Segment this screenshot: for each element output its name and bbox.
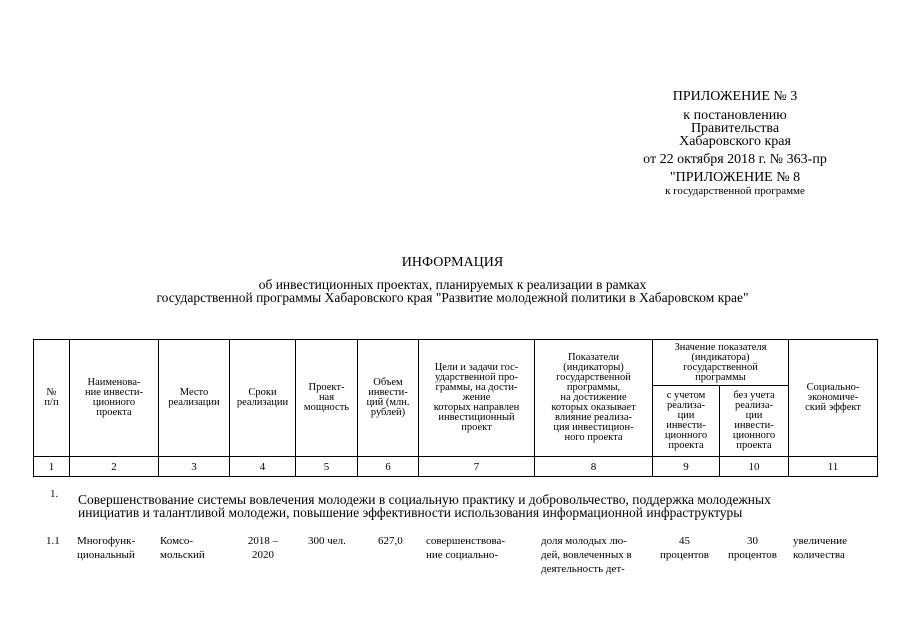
subtitle-line: государственной программы Хабаровского края "Развитие молодежной политики в Хабаровском крае" bbox=[156, 290, 749, 305]
header-text: проекта bbox=[96, 407, 132, 418]
to-program-line: к государственной программе bbox=[665, 185, 805, 197]
header-text: Показатели bbox=[567, 352, 620, 363]
header-text: проект bbox=[461, 422, 492, 433]
header-line: Правительства bbox=[690, 121, 780, 136]
header-text: инвести- bbox=[734, 420, 774, 431]
header-text: Место bbox=[179, 387, 209, 398]
col-header-place bbox=[159, 340, 230, 457]
header-text: программы bbox=[695, 371, 746, 383]
row-goals-cell bbox=[426, 534, 505, 562]
cell-line: 2020 bbox=[252, 549, 274, 561]
approval-block bbox=[620, 90, 850, 198]
cell-line: 45 bbox=[679, 535, 690, 547]
cell-line: совершенствова- bbox=[426, 535, 506, 547]
col-header-capacity bbox=[296, 340, 358, 457]
row-place-cell bbox=[160, 534, 205, 562]
header-text: ции bbox=[745, 410, 763, 421]
header-text: с учетом bbox=[666, 390, 706, 401]
row-name-cell bbox=[77, 534, 135, 562]
cell-line: деятельность дет- bbox=[541, 563, 625, 575]
header-text: ционного bbox=[664, 430, 708, 441]
header-text: реализации bbox=[236, 397, 289, 408]
header-text: влияние реализа- bbox=[555, 412, 632, 423]
header-text: без учета bbox=[733, 390, 775, 401]
header-line: Хабаровского края bbox=[679, 134, 791, 149]
header-text: ций (млн. bbox=[366, 397, 410, 408]
header-text: инвести- bbox=[368, 387, 408, 398]
cell-line: процентов bbox=[728, 549, 777, 561]
header-text: проекта bbox=[736, 440, 772, 451]
header-text: Цели и задачи гос- bbox=[434, 362, 519, 373]
col-header-effect bbox=[789, 340, 878, 457]
column-number: 2 bbox=[70, 457, 159, 477]
header-text: ции bbox=[677, 410, 695, 421]
header-line: к постановлению bbox=[683, 108, 787, 123]
cell-line: количества bbox=[793, 549, 845, 561]
col-header-with-project bbox=[653, 386, 720, 457]
col-header-number bbox=[34, 340, 70, 457]
page-title: ИНФОРМАЦИЯ bbox=[401, 255, 504, 270]
header-text: жение bbox=[462, 392, 491, 403]
col-header-investment bbox=[358, 340, 419, 457]
header-text: ная bbox=[318, 392, 335, 403]
appendix8-title: "ПРИЛОЖЕНИЕ № 8 bbox=[669, 170, 801, 185]
header-text: ский эффект bbox=[805, 402, 861, 413]
section-number: 1. bbox=[50, 488, 59, 500]
header-text: инвестиционный bbox=[438, 412, 515, 423]
header-text: (индикатора) bbox=[691, 351, 750, 363]
cell-line: процентов bbox=[660, 549, 709, 561]
cell-line: Комсо- bbox=[160, 535, 194, 547]
header-text: которых оказывает bbox=[551, 402, 636, 413]
column-number: 6 bbox=[358, 457, 419, 477]
header-text: экономиче- bbox=[807, 392, 859, 403]
header-text: Социально- bbox=[806, 382, 860, 393]
cell-line: дей, вовлеченных в bbox=[541, 549, 632, 561]
column-number-row bbox=[34, 457, 878, 477]
header-text: ция инвестицион- bbox=[553, 422, 634, 433]
col-header-term bbox=[230, 340, 296, 457]
column-number: 9 bbox=[653, 457, 720, 477]
header-date-line: от 22 октября 2018 г. № 363-пр bbox=[643, 152, 827, 167]
header-text: Проект- bbox=[308, 382, 345, 393]
subtitle-line: об инвестиционных проектах, планируемых к реализации в рамках bbox=[258, 277, 647, 292]
header-text: ционного bbox=[732, 430, 776, 441]
column-number: 10 bbox=[720, 457, 789, 477]
header-text: ние инвести- bbox=[85, 387, 143, 398]
cell-line: Многофунк- bbox=[77, 535, 136, 547]
header-text: мощность bbox=[303, 402, 350, 413]
header-text: Объем bbox=[373, 377, 403, 388]
header-text: Наименова- bbox=[87, 377, 141, 388]
header-text: ционного bbox=[92, 397, 136, 408]
cell-line: мольский bbox=[160, 549, 205, 561]
row-indicators-cell bbox=[541, 534, 632, 576]
header-text: ударственной про- bbox=[435, 372, 518, 383]
column-number: 8 bbox=[535, 457, 653, 477]
row-number: 1.1 bbox=[46, 535, 60, 547]
row-investment-cell: 627,0 bbox=[378, 535, 403, 547]
header-text: ного проекта bbox=[564, 432, 623, 443]
appendix-title: ПРИЛОЖЕНИЕ № 3 bbox=[672, 89, 798, 104]
header-text: п/п bbox=[44, 397, 59, 408]
header-text: проекта bbox=[668, 440, 704, 451]
row-capacity-cell: 300 чел. bbox=[308, 535, 346, 547]
header-text: реализации bbox=[168, 397, 220, 408]
header-text: № bbox=[46, 387, 57, 398]
col-header-goals bbox=[419, 340, 535, 457]
row-term-cell bbox=[230, 534, 296, 562]
row-effect-cell bbox=[793, 534, 847, 562]
row-without-project-cell bbox=[718, 534, 787, 562]
page-subtitle bbox=[0, 278, 905, 304]
col-header-without-project bbox=[720, 386, 789, 457]
cell-line: доля молодых лю- bbox=[541, 535, 627, 547]
section-title-line: Совершенствование системы вовлечения молодежи в социальную практику и добровольчество, поддержка молодежных bbox=[78, 492, 771, 507]
cell-line: 30 bbox=[747, 535, 758, 547]
column-number: 3 bbox=[159, 457, 230, 477]
section-title-line: инициатив и талантливой молодежи, повышение эффективности использования информационной инфраструктуры bbox=[78, 505, 743, 520]
header-text: граммы, на дости- bbox=[435, 382, 518, 393]
col-header-indicator-group bbox=[653, 340, 789, 386]
header-text: программы, bbox=[566, 382, 621, 393]
header-text: рублей) bbox=[370, 407, 406, 418]
header-text: государственной bbox=[683, 361, 758, 373]
header-text: на достижение bbox=[560, 392, 627, 403]
column-number: 4 bbox=[230, 457, 296, 477]
column-number: 5 bbox=[296, 457, 358, 477]
row-with-project-cell bbox=[651, 534, 718, 562]
col-header-indicators bbox=[535, 340, 653, 457]
header-text: (индикаторы) bbox=[563, 362, 624, 373]
cell-line: ние социально- bbox=[426, 549, 499, 561]
header-text: инвести- bbox=[666, 420, 706, 431]
column-number: 7 bbox=[419, 457, 535, 477]
col-header-name bbox=[70, 340, 159, 457]
cell-line: циональный bbox=[77, 549, 135, 561]
header-text: реализа- bbox=[667, 400, 705, 411]
header-text: Значение показателя bbox=[674, 341, 767, 353]
header-text: которых направлен bbox=[433, 402, 520, 413]
header-text: Сроки bbox=[248, 387, 277, 398]
column-number: 11 bbox=[789, 457, 878, 477]
section-title bbox=[78, 493, 878, 519]
header-text: государственной bbox=[556, 372, 631, 383]
cell-line: 2018 – bbox=[247, 535, 279, 547]
column-number: 1 bbox=[34, 457, 70, 477]
cell-line: увеличение bbox=[793, 535, 847, 547]
header-text: реализа- bbox=[735, 400, 773, 411]
investment-table bbox=[33, 339, 878, 477]
